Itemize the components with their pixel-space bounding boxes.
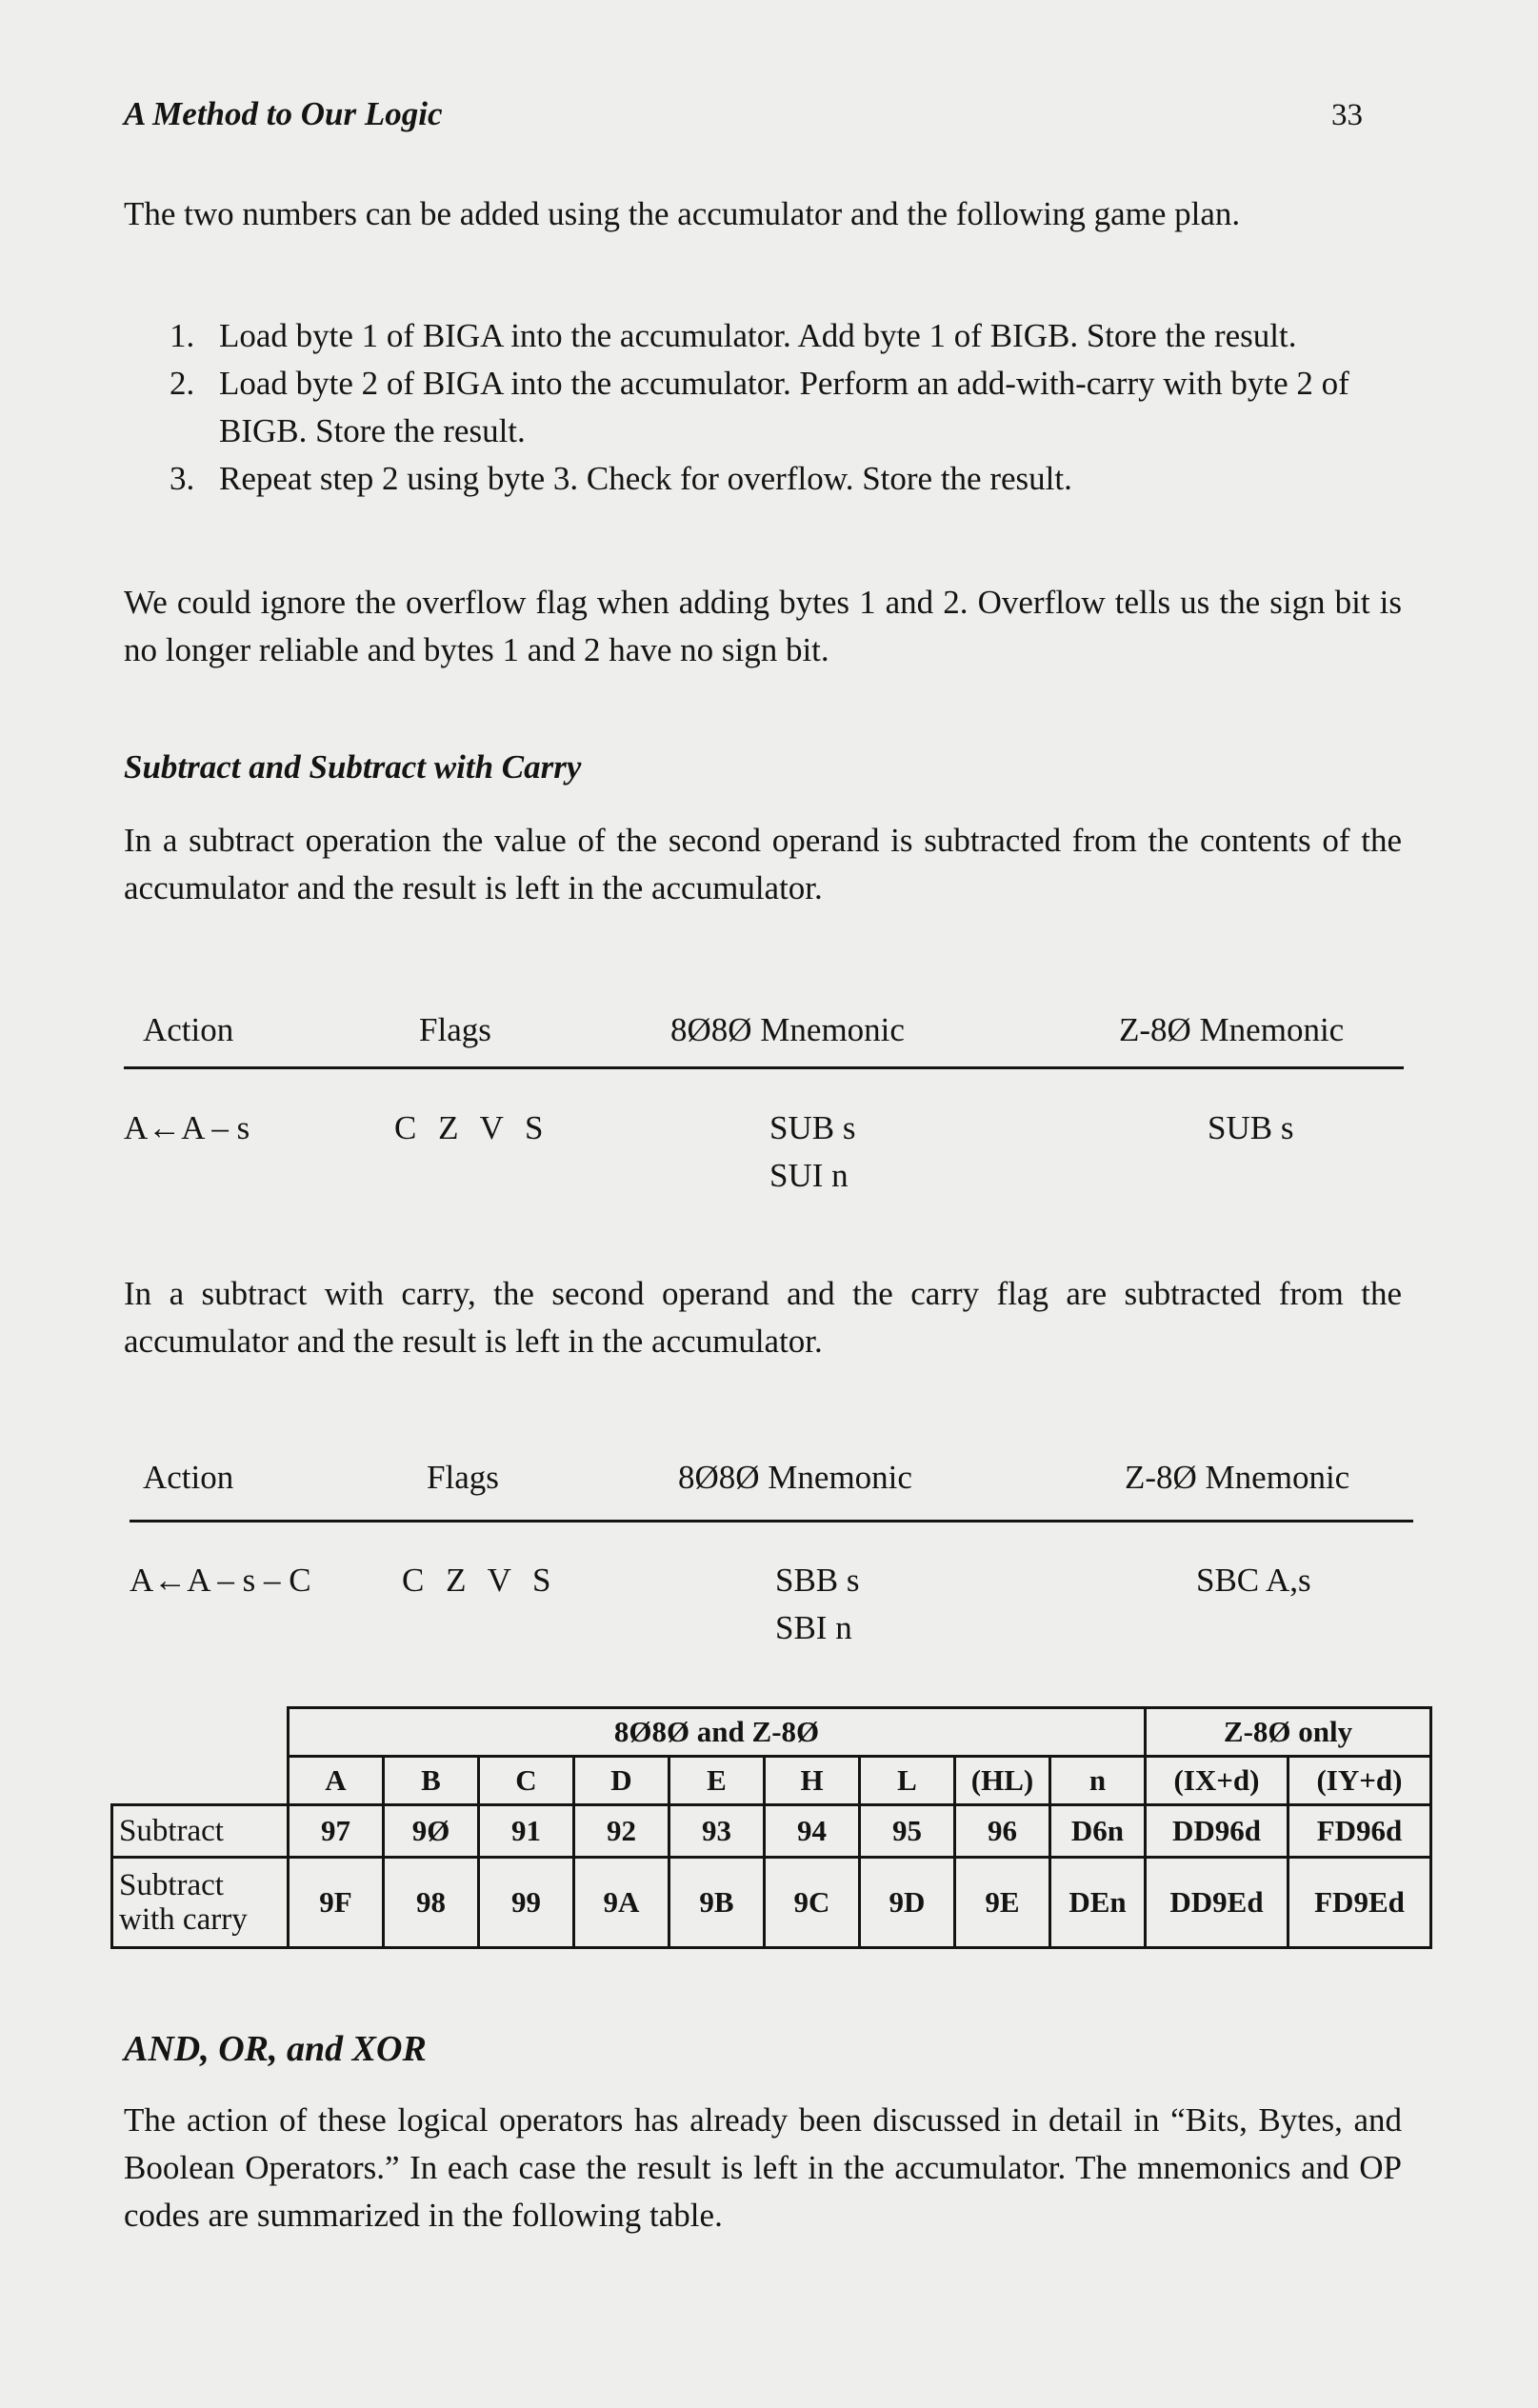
table2-header-action: Action (143, 1459, 234, 1496)
group-8080-z80: 8Ø8Ø and Z-8Ø (289, 1708, 1146, 1757)
table-corner (112, 1757, 289, 1805)
table1-header-flags: Flags (419, 1011, 491, 1048)
column-header: E (669, 1757, 765, 1805)
table-cell: 98 (384, 1858, 479, 1948)
list-item (124, 455, 1402, 503)
row-label-line: Subtract (119, 1868, 224, 1902)
column-header: n (1050, 1757, 1146, 1805)
group-z80-only: Z-8Ø only (1146, 1708, 1431, 1757)
table1-8080-line1: SUB s (769, 1109, 856, 1146)
running-header: A Method to Our Logic (124, 95, 443, 132)
table-corner (112, 1708, 289, 1757)
table-cell: 92 (574, 1805, 669, 1858)
column-header: (IX+d) (1146, 1757, 1288, 1805)
section-heading-subtract: Subtract and Subtract with Carry (124, 748, 582, 786)
list-text: Load byte 2 of BIGA into the accumulator. Perform an add-with-carry with byte 2 of BIGB. Store the result. (219, 365, 1349, 449)
section-heading-logic: AND, OR, and XOR (124, 2029, 427, 2069)
list-number: 1. (170, 317, 195, 354)
list-text: Load byte 1 of BIGA into the accumulator. Add byte 1 of BIGB. Store the result. (219, 317, 1297, 354)
table-row (112, 1858, 1431, 1948)
row-label: Subtract (112, 1805, 289, 1858)
table2-header-8080: 8Ø8Ø Mnemonic (678, 1459, 912, 1496)
table-header-row-groups (112, 1708, 1431, 1757)
table1-action: A←A – s (124, 1109, 250, 1146)
table2-8080-line1: SBB s (775, 1562, 860, 1599)
list-item (124, 360, 1402, 455)
table1-header-action: Action (143, 1011, 234, 1048)
list-text: Repeat step 2 using byte 3. Check for overflow. Store the result. (219, 460, 1072, 497)
table-cell: 99 (479, 1858, 574, 1948)
table-header-row-registers (112, 1757, 1431, 1805)
column-header: A (289, 1757, 384, 1805)
table1-header-8080: 8Ø8Ø Mnemonic (670, 1011, 905, 1048)
table2-flags: C Z V S (402, 1562, 551, 1599)
intro-paragraph: The two numbers can be added using the accumulator and the following game plan. (124, 195, 1241, 232)
table-cell: 9E (955, 1858, 1050, 1948)
table-cell: 96 (955, 1805, 1050, 1858)
table1-rule (124, 1066, 1404, 1069)
page-number: 33 (1331, 98, 1363, 132)
table-cell: FD9Ed (1288, 1858, 1431, 1948)
table1-header-z80: Z-8Ø Mnemonic (1119, 1011, 1345, 1048)
table-row (112, 1805, 1431, 1858)
table-cell: 91 (479, 1805, 574, 1858)
subtract-paragraph: In a subtract operation the value of the second operand is subtracted from the contents of the accumulator and the result is left in the accumulator. (124, 822, 1402, 906)
overflow-paragraph: We could ignore the overflow flag when adding bytes 1 and 2. Overflow tells us the sign bit is no longer reliable and bytes 1 and 2 have no sign bit. (124, 584, 1402, 668)
opcode-table (110, 1706, 1432, 1949)
table-cell: 97 (289, 1805, 384, 1858)
logic-paragraph: The action of these logical operators has already been discussed in detail in “Bits, Bytes, and Boolean Operators.” In each case the result is left in the accumulator. The mnemonics and OP codes are summarized in the following table. (124, 2101, 1402, 2234)
table2-8080-line2: SBI n (775, 1609, 852, 1646)
column-header: B (384, 1757, 479, 1805)
table-cell: DD96d (1146, 1805, 1288, 1858)
table2-rule (130, 1520, 1413, 1522)
table-cell: 9B (669, 1858, 765, 1948)
table-cell: D6n (1050, 1805, 1146, 1858)
table-cell: DD9Ed (1146, 1858, 1288, 1948)
table1-8080-line2: SUI n (769, 1157, 849, 1194)
table2-z80: SBC A,s (1196, 1562, 1311, 1599)
list-number: 2. (170, 365, 195, 402)
row-label-line: with carry (119, 1902, 248, 1937)
table-cell: 9A (574, 1858, 669, 1948)
column-header: C (479, 1757, 574, 1805)
column-header: (IY+d) (1288, 1757, 1431, 1805)
column-header: D (574, 1757, 669, 1805)
subtract-carry-paragraph: In a subtract with carry, the second operand and the carry flag are subtracted from the accumulator and the result is left in the accumulator. (124, 1275, 1402, 1360)
table1-z80: SUB s (1208, 1109, 1294, 1146)
game-plan-list (124, 312, 1402, 503)
table-cell: FD96d (1288, 1805, 1431, 1858)
column-header: (HL) (955, 1757, 1050, 1805)
table2-action: A←A – s – C (130, 1562, 311, 1599)
table2-header-z80: Z-8Ø Mnemonic (1125, 1459, 1350, 1496)
list-item (124, 312, 1402, 360)
table-cell: 9D (860, 1858, 955, 1948)
table-cell: 9Ø (384, 1805, 479, 1858)
column-header: L (860, 1757, 955, 1805)
table1-flags: C Z V S (394, 1109, 544, 1146)
table2-header-flags: Flags (427, 1459, 499, 1496)
table-cell: 93 (669, 1805, 765, 1858)
table-cell: 94 (765, 1805, 860, 1858)
column-header: H (765, 1757, 860, 1805)
list-number: 3. (170, 460, 195, 497)
table-cell: 95 (860, 1805, 955, 1858)
row-label (112, 1858, 289, 1948)
table-cell: DEn (1050, 1858, 1146, 1948)
table-cell: 9C (765, 1858, 860, 1948)
table-cell: 9F (289, 1858, 384, 1948)
